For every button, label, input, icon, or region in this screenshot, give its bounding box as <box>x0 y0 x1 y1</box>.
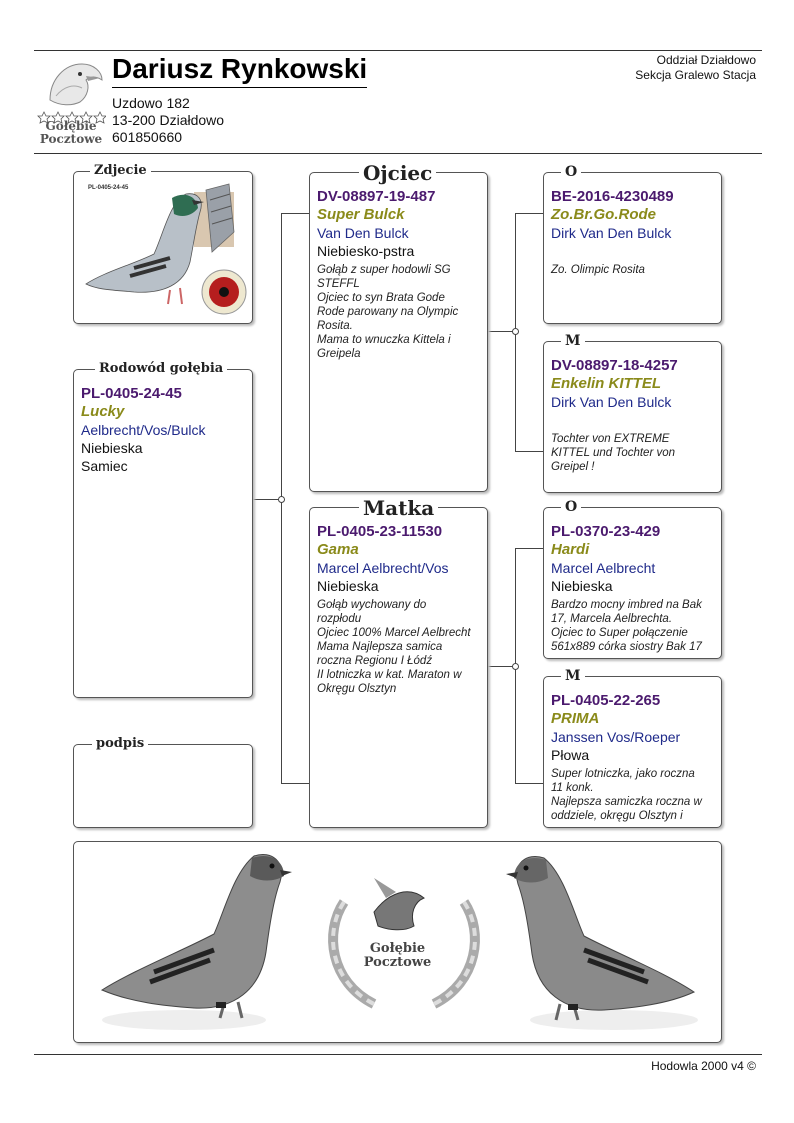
mother-name: Gama <box>317 541 359 558</box>
banner-logo-line1: Gołębie <box>369 941 426 956</box>
pigeon-box <box>73 369 253 698</box>
signature-box <box>73 744 253 828</box>
mf-ring: PL-0370-23-429 <box>551 523 661 540</box>
mother-ring: PL-0405-23-11530 <box>317 523 443 540</box>
pigeon-box-title: Rodowód gołębia <box>95 360 227 378</box>
father-color: Niebiesko-pstra <box>317 243 415 259</box>
pigeon-photo-icon <box>74 172 252 323</box>
banner-box <box>73 841 722 1043</box>
connector-father-out <box>488 331 515 332</box>
mf-description: Bardzo mocny imbred na Bak 17, Marcela Aelbrechta. Ojciec to Super połączenie 561x889 córka siostry Bak 17 <box>551 599 702 653</box>
organization-section: Sekcja Gralewo Stacja <box>635 68 756 82</box>
mother-box <box>309 507 488 828</box>
pigeon-ring: PL-0405-24-45 <box>81 385 182 402</box>
fm-box <box>543 341 722 493</box>
fm-breeder: Dirk Van Den Bulck <box>551 394 672 410</box>
photo-box <box>73 171 253 324</box>
organization-branch: Oddział Działdowo <box>656 53 756 67</box>
mother-description: Gołąb wychowany do rozpłodu Ojciec 100% Marcel Aelbrecht Mama Najlepsza samica roczna Regionu I Łódź II lotniczka w kat. Maraton w Okręgu Olsztyn <box>317 599 471 695</box>
father-ring: DV-08897-19-487 <box>317 188 436 205</box>
mm-ring: PL-0405-22-265 <box>551 692 661 709</box>
connector-fm <box>515 451 543 452</box>
connector-mother-out <box>488 666 515 667</box>
ff-box-title: O <box>561 163 581 181</box>
mf-box <box>543 507 722 659</box>
connector-mother <box>281 783 309 784</box>
fm-color <box>551 411 717 429</box>
ff-ring: BE-2016-4230489 <box>551 188 674 205</box>
mm-name: PRIMA <box>551 710 600 727</box>
ff-color <box>551 242 717 260</box>
connector-mf <box>515 548 543 549</box>
mf-box-title: O <box>561 498 581 516</box>
father-breeder: Van Den Bulck <box>317 225 409 241</box>
mother-box-title: Matka <box>359 497 438 519</box>
father-name: Super Bulck <box>317 206 405 223</box>
mm-breeder: Janssen Vos/Roeper <box>551 729 681 745</box>
pigeon-sex: Samiec <box>81 458 128 474</box>
connector-ff <box>515 213 543 214</box>
pigeon-breeder: Aelbrecht/Vos/Bulck <box>81 422 206 438</box>
fm-name: Enkelin KITTEL <box>551 375 662 392</box>
owner-name: Dariusz Rynkowski <box>112 52 367 88</box>
photo-ring-label: PL-0405-24-45 <box>88 185 129 191</box>
club-logo <box>36 56 106 148</box>
header-top-rule <box>34 50 762 51</box>
banner-logo-line2: Pocztowe <box>363 955 432 970</box>
photo-box-title: Zdjecie <box>90 162 151 180</box>
fm-ring: DV-08897-18-4257 <box>551 357 678 374</box>
ff-description: Zo. Olimpic Rosita <box>551 264 645 276</box>
mm-box <box>543 676 722 828</box>
father-description: Gołąb z super hodowli SG STEFFL Ojciec to syn Brata Gode Rode parowany na Olympic Rosita. Mama to wnuczka Kittela i Greipela <box>317 264 459 360</box>
mf-breeder: Marcel Aelbrecht <box>551 560 656 576</box>
connector-node <box>512 328 519 335</box>
owner-phone: 601850660 <box>112 129 183 145</box>
signature-box-title: podpis <box>92 735 148 753</box>
pigeon-name: Lucky <box>81 403 125 420</box>
ff-name: Zo.Br.Go.Rode <box>551 206 656 223</box>
header-bottom-rule <box>34 153 762 154</box>
pigeon-color: Niebieska <box>81 440 143 456</box>
logo-text-line2: Pocztowe <box>39 132 103 146</box>
footer-credit: Hodowla 2000 v4 © <box>651 1059 756 1073</box>
connector-mm <box>515 783 543 784</box>
ff-box <box>543 172 722 324</box>
father-box-title: Ojciec <box>359 162 436 184</box>
connector-node <box>512 663 519 670</box>
mother-color: Niebieska <box>317 578 379 594</box>
father-box <box>309 172 488 492</box>
mm-box-title: M <box>561 667 585 685</box>
mm-description: Super lotniczka, jako roczna 11 konk. Najlepsza samiczka roczna w oddziele, okręgu Olsztyn i <box>551 768 702 822</box>
mf-name: Hardi <box>551 541 590 558</box>
connector-father <box>281 213 309 214</box>
ff-breeder: Dirk Van Den Bulck <box>551 225 672 241</box>
mf-color: Niebieska <box>551 578 613 594</box>
fm-description: Tochter von EXTREME KITTEL und Tochter von Greipel ! <box>551 433 676 473</box>
connector-node <box>278 496 285 503</box>
footer-rule <box>34 1054 762 1055</box>
owner-address-line1: Uzdowo 182 <box>112 95 190 111</box>
mm-color: Płowa <box>551 747 590 763</box>
fm-box-title: M <box>561 332 585 350</box>
mother-breeder: Marcel Aelbrecht/Vos <box>317 560 449 576</box>
logo-text-line1: Gołębie <box>45 119 97 133</box>
connector-subject <box>253 499 281 500</box>
owner-address-line2: 13-200 Działdowo <box>112 112 225 128</box>
